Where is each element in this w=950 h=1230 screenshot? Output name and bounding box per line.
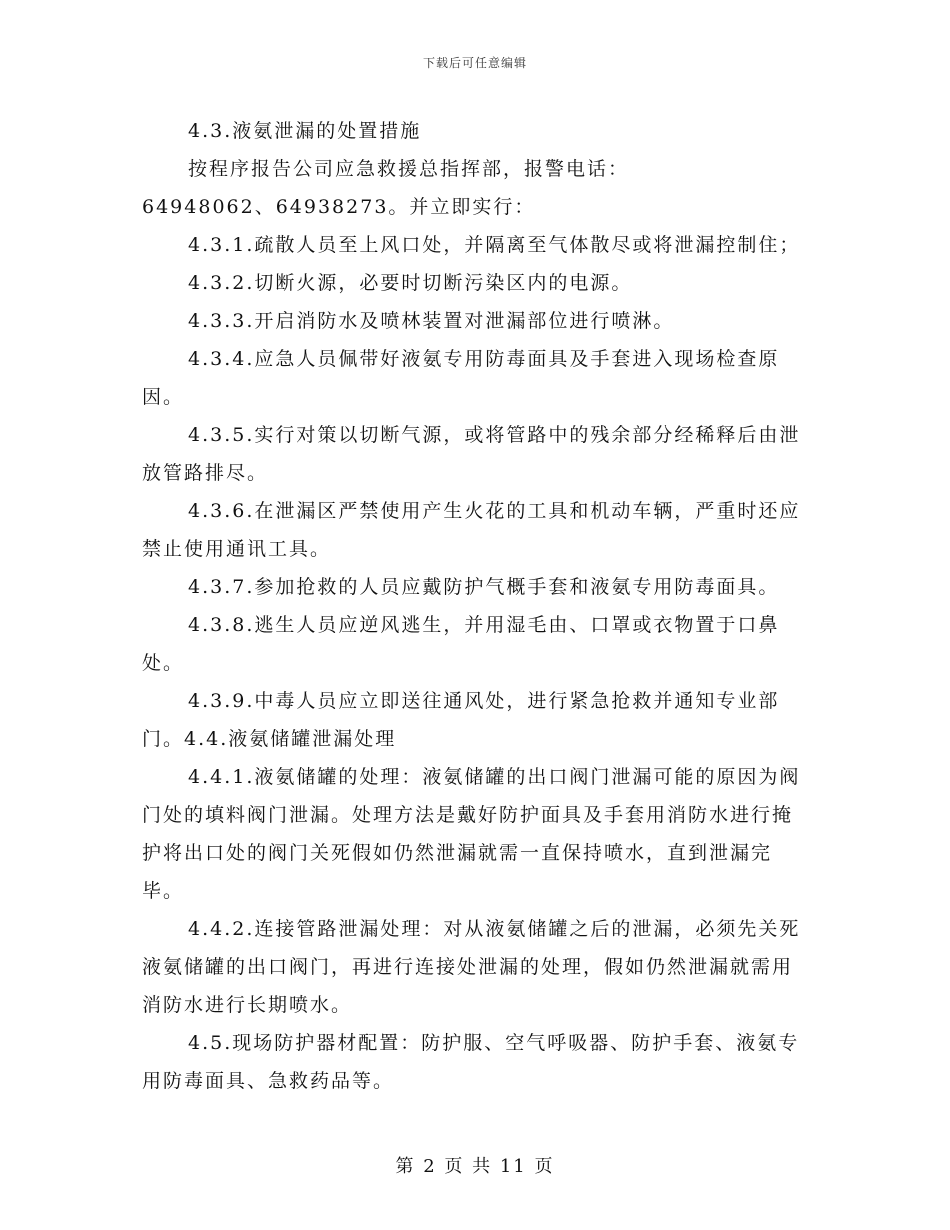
paragraph-4-3-2: 4.3.2.切断火源，必要时切断污染区内的电源。 — [188, 272, 633, 294]
paragraph-4-3-5: 4.3.5.实行对策以切断气源，或将管路中的残余部分经稀释后由泄放管路排尽。 — [142, 424, 801, 484]
paragraph-4-3-8: 4.3.8.逃生人员应逆风逃生，并用湿毛由、口罩或衣物置于口鼻处。 — [142, 614, 780, 674]
paragraph-4-3-1: 4.3.1.疏散人员至上风口处，并隔离至气体散尽或将泄漏控制住； — [188, 234, 801, 256]
paragraph-phone-numbers: 64948062、64938273。并立即实行： — [142, 196, 536, 218]
paragraph-4-5: 4.5.现场防护器材配置：防护服、空气呼吸器、防护手套、液氨专用防毒面具、急救药品等。 — [142, 1032, 800, 1092]
paragraph-4-3-4: 4.3.4.应急人员佩带好液氨专用防毒面具及手套进入现场检查原因。 — [142, 348, 780, 408]
section-heading-4-3: 4.3.液氨泄漏的处置措施 — [188, 120, 422, 142]
document-body — [142, 112, 810, 1100]
paragraph-4-3-3: 4.3.3.开启消防水及喷林装置对泄漏部位进行喷淋。 — [188, 310, 675, 332]
paragraph-report-procedure: 按程序报告公司应急救援总指挥部，报警电话： — [188, 158, 630, 180]
page-number: 第 2 页 共 11 页 — [395, 1156, 555, 1177]
paragraph-4-3-7: 4.3.7.参加抢救的人员应戴防护气概手套和液氨专用防毒面具。 — [188, 576, 780, 598]
paragraph-4-4-1: 4.4.1.液氨储罐的处理：液氨储罐的出口阀门泄漏可能的原因为阀门处的填料阀门泄漏。处理方法是戴好防护面具及手套用消防水进行掩护将出口处的阀门关死假如仍然泄漏就需一直保持喷水，直到泄漏完毕。 — [142, 766, 801, 902]
paragraph-4-4-2: 4.4.2.连接管路泄漏处理：对从液氨储罐之后的泄漏，必须先关死液氨储罐的出口阀门，再进行连接处泄漏的处理，假如仍然泄漏就需用消防水进行长期喷水。 — [142, 918, 801, 1016]
paragraph-4-3-6: 4.3.6.在泄漏区严禁使用产生火花的工具和机动车辆，严重时还应禁止使用通讯工具。 — [142, 500, 801, 560]
page-header-note: 下载后可任意编辑 — [422, 56, 527, 70]
paragraph-4-3-9: 4.3.9.中毒人员应立即送往通风处，进行紧急抢救并通知专业部门。4.4.液氨储罐泄漏处理 — [142, 690, 780, 750]
